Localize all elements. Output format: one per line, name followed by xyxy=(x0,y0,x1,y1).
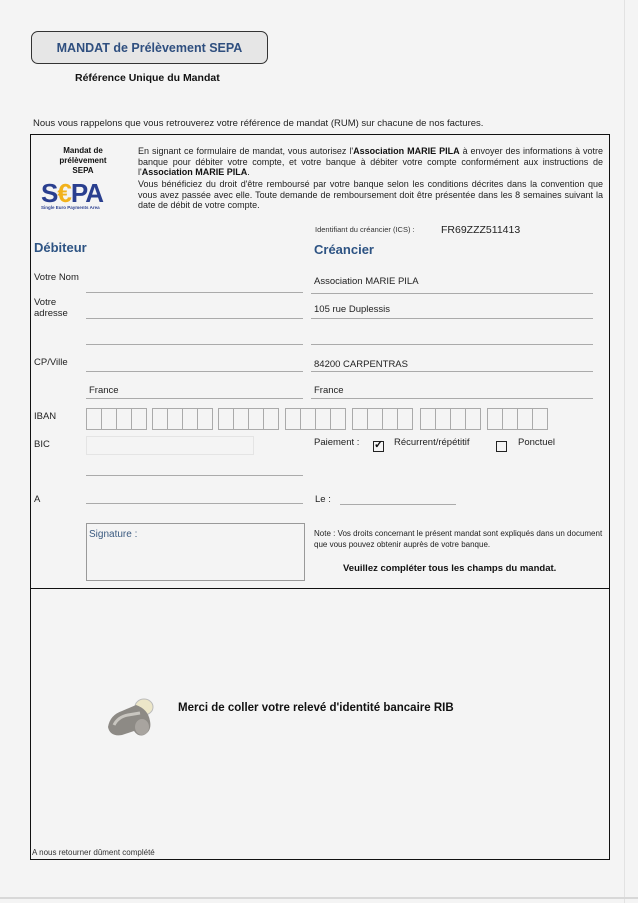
city-input[interactable] xyxy=(86,371,303,372)
rum-label: Référence Unique du Mandat xyxy=(75,72,220,84)
signature-box[interactable] xyxy=(86,523,305,581)
debtor-title: Débiteur xyxy=(34,240,87,255)
complete-notice: Veuillez compléter tous les champs du mandat. xyxy=(343,563,557,574)
oneoff-checkbox[interactable] xyxy=(496,438,507,456)
checkbox-unchecked[interactable] xyxy=(496,441,507,452)
iban-cell[interactable] xyxy=(488,409,503,429)
rum-reminder: Nous vous rappelons que vous retrouverez votre référence de mandat (RUM) sur chacune de nos factures. xyxy=(33,118,484,129)
iban-cell[interactable] xyxy=(87,409,102,429)
sepa-logo-text: S€PA xyxy=(41,178,104,208)
rights-note: Note : Vos droits concernant le présent mandat sont expliqués dans un document que vous pouvez obtenir auprès de votre banque. xyxy=(314,529,603,549)
iban-group[interactable] xyxy=(218,408,279,430)
checkbox-checked[interactable] xyxy=(373,441,384,452)
iban-group[interactable] xyxy=(420,408,481,430)
iban-cell[interactable] xyxy=(264,409,278,429)
footer-note: A nous retourner dûment complété xyxy=(32,848,155,857)
creditor-id-value: FR69ZZZ511413 xyxy=(441,224,521,236)
iban-cell[interactable] xyxy=(198,409,212,429)
city-label: CP/Ville xyxy=(34,357,68,368)
place-label: A xyxy=(34,494,41,505)
creditor-address: 105 rue Duplessis xyxy=(314,304,391,315)
iban-cell[interactable] xyxy=(316,409,331,429)
iban-group[interactable] xyxy=(285,408,346,430)
debtor-country-value[interactable]: France xyxy=(89,385,119,396)
iban-group[interactable] xyxy=(487,408,548,430)
divider xyxy=(311,344,593,345)
sepa-logo-subtitle: Single Euro Payments Area xyxy=(41,205,100,210)
iban-cell[interactable] xyxy=(219,409,234,429)
iban-cell[interactable] xyxy=(466,409,480,429)
country-input[interactable] xyxy=(86,398,303,399)
date-label: Le : xyxy=(315,494,331,505)
iban-cell[interactable] xyxy=(533,409,547,429)
page-edge xyxy=(624,0,625,903)
iban-cell[interactable] xyxy=(301,409,316,429)
iban-cell[interactable] xyxy=(183,409,198,429)
divider xyxy=(311,398,593,399)
iban-group[interactable] xyxy=(352,408,413,430)
iban-group[interactable] xyxy=(152,408,213,430)
extra-line[interactable] xyxy=(86,475,303,476)
recurrent-checkbox[interactable] xyxy=(373,438,384,456)
iban-cell[interactable] xyxy=(436,409,451,429)
form-title-text: MANDAT de Prélèvement SEPA xyxy=(56,40,243,55)
oneoff-label: Ponctuel xyxy=(518,437,555,448)
page-edge xyxy=(0,897,638,899)
creditor-title: Créancier xyxy=(314,242,374,257)
creditor-name: Association MARIE PILA xyxy=(314,276,419,287)
name-input[interactable] xyxy=(86,292,303,293)
date-input[interactable] xyxy=(340,504,456,505)
signature-label: Signature : xyxy=(89,529,138,540)
address-label-2: adresse xyxy=(34,308,68,319)
mandate-label: Mandat de prélèvement SEPA xyxy=(59,146,107,175)
address-input-2[interactable] xyxy=(86,344,303,345)
iban-cell[interactable] xyxy=(117,409,132,429)
divider xyxy=(311,318,593,319)
iban-cell[interactable] xyxy=(368,409,383,429)
creditor-city: 84200 CARPENTRAS xyxy=(314,359,408,370)
bic-input[interactable] xyxy=(86,436,254,455)
iban-group[interactable] xyxy=(86,408,147,430)
iban-cell[interactable] xyxy=(132,409,146,429)
creditor-country: France xyxy=(314,385,344,396)
address-label-1: Votre xyxy=(34,297,57,308)
iban-cell[interactable] xyxy=(518,409,533,429)
iban-cell[interactable] xyxy=(331,409,345,429)
iban-cell[interactable] xyxy=(249,409,264,429)
iban-cell[interactable] xyxy=(353,409,368,429)
sepa-logo xyxy=(41,180,119,214)
iban-label: IBAN xyxy=(34,411,57,422)
iban-cell[interactable] xyxy=(383,409,398,429)
iban-cell[interactable] xyxy=(421,409,436,429)
divider xyxy=(311,371,593,372)
iban-cell[interactable] xyxy=(451,409,466,429)
check-icon: ✓ xyxy=(374,439,384,452)
iban-cell[interactable] xyxy=(286,409,301,429)
recurrent-label: Récurrent/répétitif xyxy=(394,437,470,448)
iban-cell[interactable] xyxy=(168,409,183,429)
form-title xyxy=(31,31,268,64)
bic-label: BIC xyxy=(34,439,50,450)
iban-cell[interactable] xyxy=(102,409,117,429)
creditor-id-label: Identifiant du créancier (ICS) : xyxy=(315,225,415,234)
address-input-1[interactable] xyxy=(86,318,303,319)
tape-dispenser-icon xyxy=(100,695,160,740)
iban-cell[interactable] xyxy=(153,409,168,429)
iban-cell[interactable] xyxy=(503,409,518,429)
refund-paragraph: Vous bénéficiez du droit d'être remboursé par votre banque selon les conditions décrites dans la convention que vous avez passée avec elle. Toute demande de remboursement doit être présentée dans les 8 semaines suivant la date de débit de votre compte. xyxy=(138,179,603,210)
place-input[interactable] xyxy=(86,503,303,504)
rib-instruction: Merci de coller votre relevé d'identité bancaire RIB xyxy=(178,702,454,714)
authorization-paragraph: En signant ce formulaire de mandat, vous autorisez l'Association MARIE PILA à envoyer des informations à votre banque pour débiter votre compte, et votre banque à débiter votre compte conformément aux instructions de l'Association MARIE PILA. xyxy=(138,146,604,177)
divider xyxy=(311,293,593,294)
name-label: Votre Nom xyxy=(34,272,79,283)
iban-cell[interactable] xyxy=(398,409,412,429)
iban-cell[interactable] xyxy=(234,409,249,429)
payment-label: Paiement : xyxy=(314,437,360,448)
